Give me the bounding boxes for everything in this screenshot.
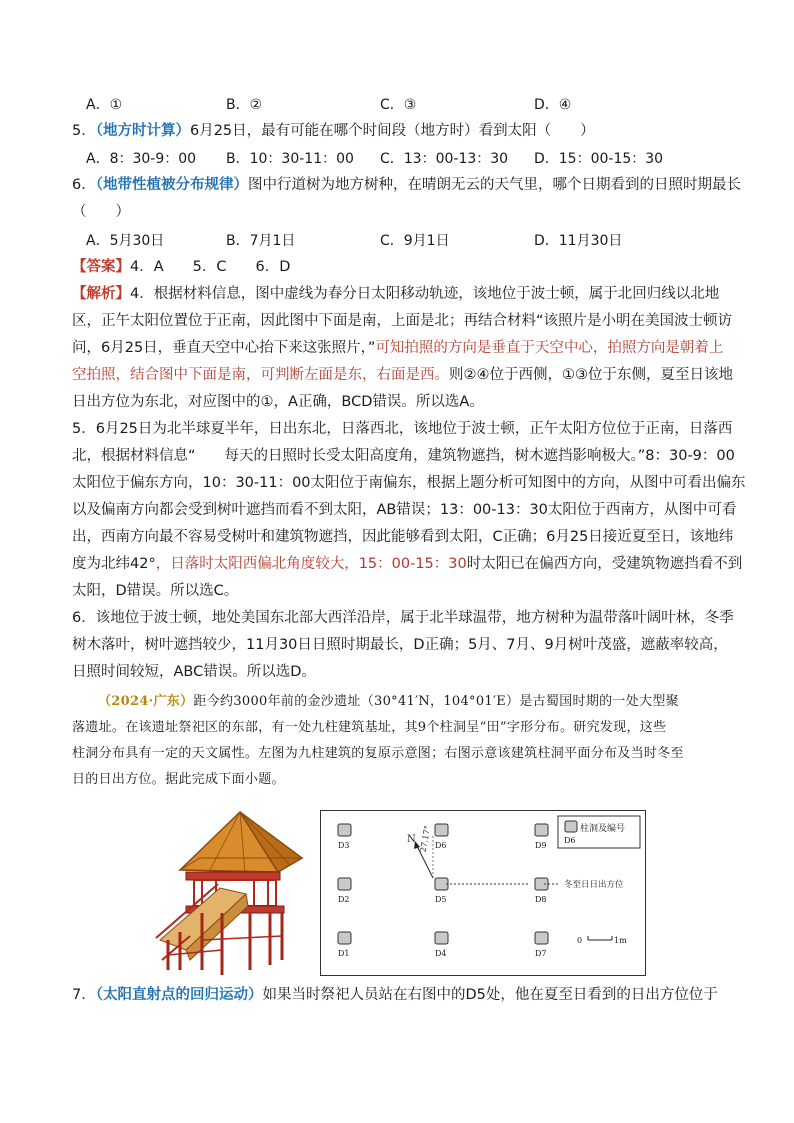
analysis-line: 太阳，D错误。所以选C。 [72, 583, 239, 599]
answer-label: 【答案】 [72, 259, 130, 275]
question-topic-tag: （地带性植被分布规律） [95, 177, 248, 193]
analysis-line [72, 554, 742, 574]
answer-line [72, 257, 290, 277]
post-hole-label: D3 [338, 841, 350, 850]
question-text: 图中行道树为地方树种，在晴朗无云的天气里，哪个日期看到的日照时期最长 [247, 177, 741, 193]
question-number: 6． [72, 177, 96, 193]
post-hole [338, 932, 351, 944]
option-b: B．② [226, 97, 263, 113]
material-text: 柱洞分布具有一定的天文属性。左图为九柱建筑的复原示意图；右图示意该建筑柱洞平面分布及当时冬至 [72, 746, 684, 761]
option-d: D．11月30日 [534, 233, 623, 249]
legend-label: 柱洞及编号 [580, 824, 626, 834]
analysis-text: 度为北纬42° [72, 556, 156, 572]
question-number: 7． [72, 987, 96, 1003]
nine-pillar-building-illustration [150, 810, 310, 980]
analysis-text: 问，6月25日，垂直天空中心抬下来这张照片，” [72, 340, 376, 356]
material-text: 距今约3000年前的金沙遗址（30°41′N，104°01′E）是古蜀国时期的一处大型聚 [193, 694, 679, 709]
analysis-line [72, 365, 733, 385]
angle-label: 27.17° [418, 824, 433, 853]
post-hole-label: D6 [435, 841, 447, 850]
option-c: C．③ [380, 97, 417, 113]
analysis-text: 则②④位于西侧，①③位于东侧，夏至日该地 [449, 367, 733, 383]
analysis-line: 日照时间较短，ABC错误。所以选D。 [72, 664, 316, 680]
post-hole-label: D5 [435, 895, 447, 904]
material-text: 日的日出方位。据此完成下面小题。 [72, 772, 285, 787]
analysis-highlight: ，日落时太阳西偏北角度较大，15：00-15：30 [155, 556, 467, 572]
post-hole-label: D7 [535, 949, 547, 958]
post-hole [535, 824, 548, 836]
post-hole-plan-diagram [320, 810, 646, 976]
option-c: C．13：00-13：30 [380, 151, 509, 167]
question-number: 5． [72, 123, 96, 139]
question-topic-tag: （地方时计算） [95, 123, 190, 139]
post-hole [535, 932, 548, 944]
analysis-line: 太阳位于偏东方向，10：30-11：00太阳位于南偏东，根据上题分析可知图中的方向，从图中可看出偏东 [72, 475, 746, 491]
analysis-text: 4．根据材料信息，图中虚线为春分日太阳移动轨迹，该地位于波士顿，属于北回归线以北地 [130, 286, 720, 302]
post-hole-label: D8 [535, 895, 547, 904]
post-hole-label: D4 [435, 949, 447, 958]
analysis-line: 区，正午太阳位置位于正南，因此图中下面是南，上面是北；再结合材料“该照片是小明在美国波士顿访 [72, 313, 733, 329]
analysis-line: 北，根据材料信息“ 每天的日照时长受太阳高度角，建筑物遮挡，树木遮挡影响极大。”8：30-9：00 [72, 448, 735, 464]
post-hole [535, 878, 548, 890]
analysis-line: 日出方位为东北，对应图中的①，A正确，BCD错误。所以选A。 [72, 394, 484, 410]
post-hole [338, 878, 351, 890]
post-hole-label: D2 [338, 895, 350, 904]
post-hole-label: D1 [338, 949, 350, 958]
legend-code: D6 [564, 836, 576, 845]
option-a: A．① [86, 97, 123, 113]
analysis-line: 5．6月25日为北半球夏半年，日出东北，日落西北，该地位于波士顿，正午太阳方位位于正南，日落西 [72, 421, 733, 437]
winter-sunrise-label: 冬至日日出方位 [564, 880, 624, 890]
answer-text: 4．A 5．C 6．D [130, 259, 291, 275]
scale-zero: 0 [577, 936, 583, 945]
option-a: A．8：30-9：00 [86, 151, 197, 167]
question-5 [72, 121, 595, 141]
analysis-label: 【解析】 [72, 286, 130, 302]
option-d: D．15：00-15：30 [534, 151, 664, 167]
option-d: D．④ [534, 97, 572, 113]
option-b: B．7月1日 [226, 233, 296, 249]
analysis-line: 树木落叶，树叶遮挡较少，11月30日日照时期最长，D正确；5月、7月、9月树叶茂盛，遮蔽率较高， [72, 637, 728, 653]
question-7 [72, 985, 718, 1005]
question-6 [72, 175, 741, 195]
analysis-line [72, 338, 723, 358]
analysis-line: 6．该地位于波士顿，地处美国东北部大西洋沿岸，属于北半球温带，地方树种为温带落叶阔叶林，冬季 [72, 610, 734, 626]
analysis-line: 以及偏南方向都会受到树叶遮挡而看不到太阳，AB错误；13：00-13：30太阳位于西南方，从图中可看 [72, 502, 737, 518]
question-text: 6月25日，最有可能在哪个时间段（地方时）看到太阳（ ） [189, 123, 595, 139]
scale-unit: 1m [614, 936, 627, 945]
north-label: N [407, 834, 416, 845]
post-hole [435, 824, 448, 836]
post-hole [338, 824, 351, 836]
analysis-text: 时太阳已在偏西方向，受建筑物遮挡看不到 [466, 556, 743, 572]
analysis-highlight: 空拍照，结合图中下面是南，可判断左面是东，右面是西。 [72, 367, 449, 383]
question-topic-tag: （太阳直射点的回归运动） [95, 987, 263, 1003]
legend-post-icon [565, 821, 577, 832]
post-hole [435, 932, 448, 944]
analysis-highlight: 可知拍照的方向是垂直于天空中心，拍照方向是朝着上 [375, 340, 724, 356]
post-hole-label: D9 [535, 841, 547, 850]
analysis-line: 出，西南方向最不容易受树叶和建筑物遮挡，因此能够看到太阳，C正确；6月25日接近夏至日，该地纬 [72, 529, 734, 545]
question-text: 如果当时祭祀人员站在右图中的D5处，他在夏至日看到的日出方位位于 [262, 987, 718, 1003]
source-tag: （2024·广东） [98, 694, 194, 709]
option-c: C．9月1日 [380, 233, 450, 249]
answer-blank: （ ） [72, 204, 130, 220]
option-b: B．10：30-11：00 [226, 151, 354, 167]
option-a: A．5月30日 [86, 233, 165, 249]
material-intro [98, 692, 679, 712]
material-text: 落遗址。在该遗址祭祀区的东部，有一处九柱建筑基址，其9个柱洞呈“田”字形分布。研究发现，这些 [72, 720, 667, 735]
analysis-line [72, 284, 719, 304]
